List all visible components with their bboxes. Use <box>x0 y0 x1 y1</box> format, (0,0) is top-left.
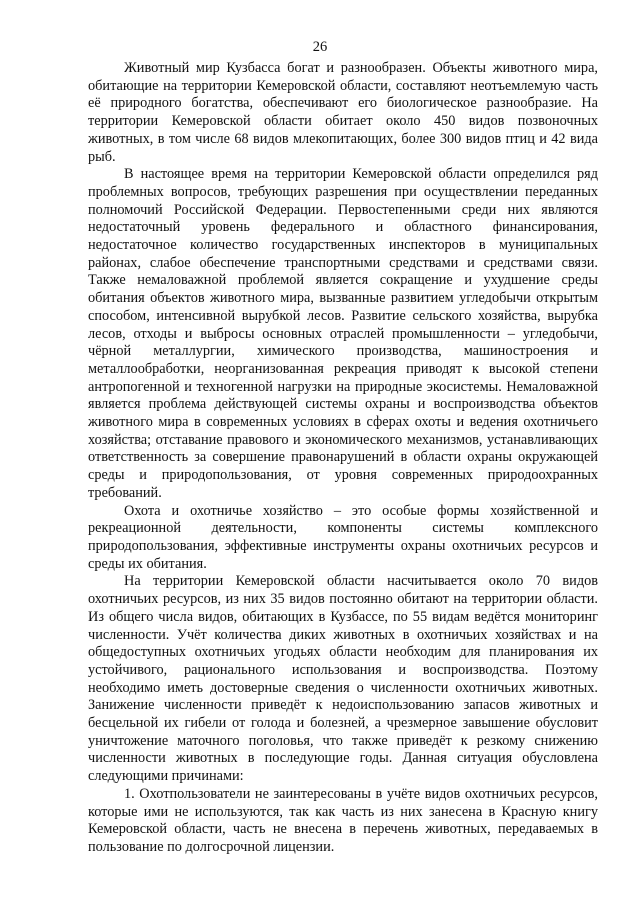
paragraph-fauna-overview: Животный мир Кузбасса богат и разнообразен. Объекты животного мира, обитающие на территории Кемеровской области, составляют неотъемлемую часть её природного богатства, обеспечивают его биологическое разнообразие. На территории Кемеровской области обитает около 450 видов позвоночных животных, в том числе 68 видов млекопитающих, более 300 видов птиц и 42 вида рыб. <box>88 60 598 165</box>
paragraph-hunting-economy: Охота и охотничье хозяйство – это особые формы хозяйственной и рекреационной деятельности, компоненты системы комплексного природопользования, эффективные инструменты охраны охотничьих ресурсов и среды их обитания. <box>88 502 598 572</box>
page-number: 26 <box>312 39 328 55</box>
paragraph-reason-1: 1. Охотпользователи не заинтересованы в учёте видов охотничьих ресурсов, которые ими не используются, так как часть из них занесена в Красную книгу Кемеровской области, часть не внесена в перечень животных, передаваемых в пользование по долгосрочной лицензии. <box>88 785 598 855</box>
paragraph-problem-issues: В настоящее время на территории Кемеровской области определился ряд проблемных вопросов, требующих разрешения при осуществлении переданных полномочий Российской Федерации. Первостепенными среди них являются недостаточный уровень федерального и областного финансирования, недостаточное количество государственных инспекторов в муниципальных районах, слабое обеспечение транспортными средствами и средствами связи. Также немаловажной проблемой является сокращение и ухудшение среды обитания объектов животного мира, вызванные развитием угледобычи открытым способом, интенсивной вырубкой лесов. Развитие сельского хозяйства, вырубка лесов, отходы и выбросы основных отраслей промышленности – угледобычи, чёрной металлургии, химического производства, машиностроения и металлообработки, неорганизованная рекреация приводят к высокой степени антропогенной и техногенной нагрузки на природные экосистемы. Немаловажной является проблема действующей системы охраны и воспроизводства объектов животного мира в современных условиях в сферах охоты и ведения охотничьего хозяйства; отставание правового и экономического механизмов, устанавливающих ответственность за совершение правонарушений в области охраны окружающей среды и природопользования, от уровня современных природоохранных требований. <box>88 166 598 501</box>
document-body <box>88 60 598 857</box>
paragraph-hunting-resources: На территории Кемеровской области насчитывается около 70 видов охотничьих ресурсов, из них 35 видов постоянно обитают на территории области. Из общего числа видов, обитающих в Кузбассе, по 55 видам ведётся мониторинг численности. Учёт количества диких животных в охотничьих хозяйствах и на общедоступных охотничьих угодьях области необходим для планирования их устойчивого, рационального использования и воспроизводства. Поэтому необходимо иметь достоверные сведения о численности охотничьих животных. Занижение численности приведёт к недоиспользованию запасов животных и бесцельной их гибели от голода и болезней, а чрезмерное завышение обусловит уничтожение маточного поголовья, что также приведёт к резкому снижению численности животных в последующие годы. Данная ситуация обусловлена следующими причинами: <box>88 573 598 785</box>
